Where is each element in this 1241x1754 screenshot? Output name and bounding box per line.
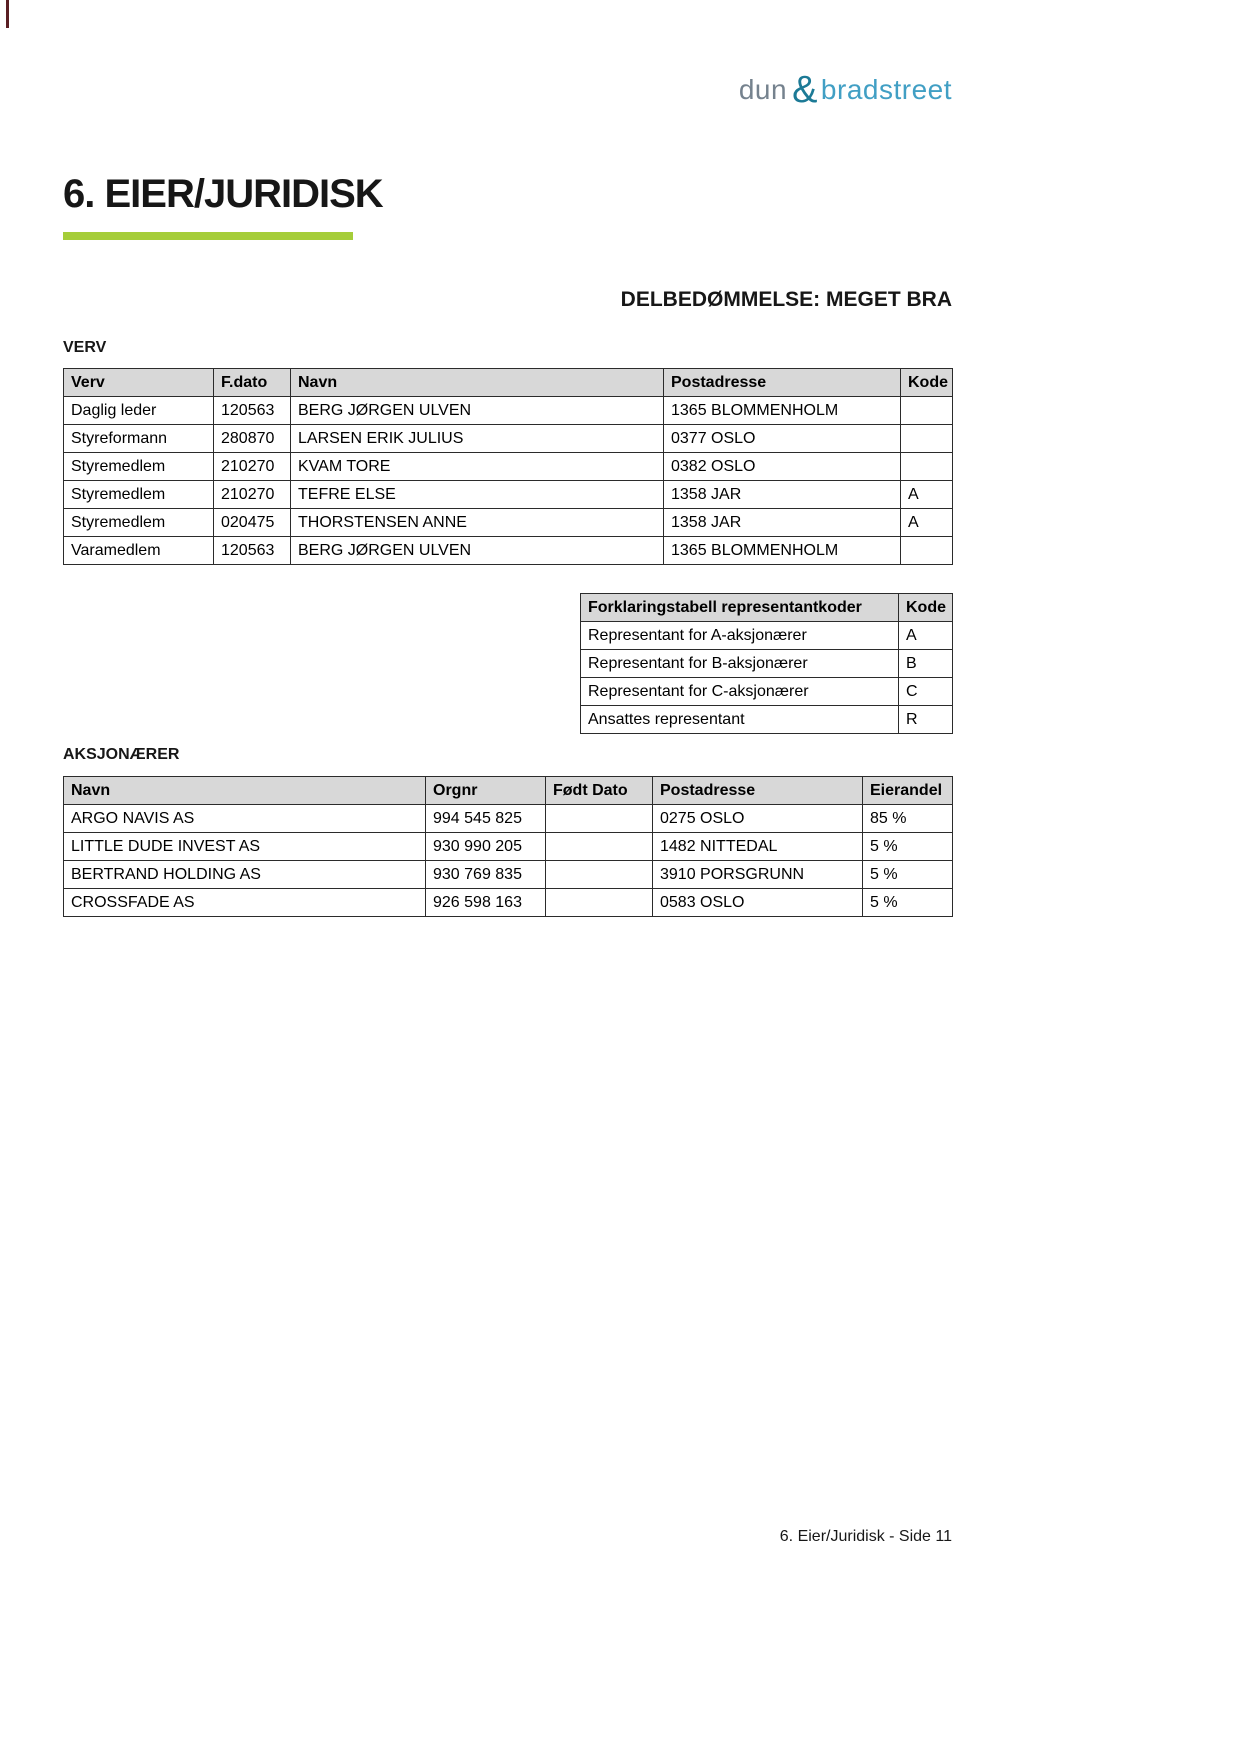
column-header: Forklaringstabell representantkoder <box>581 594 899 622</box>
table-cell: Representant for A-aksjonærer <box>581 622 899 650</box>
table-cell: Ansattes representant <box>581 706 899 734</box>
table-cell: BERG JØRGEN ULVEN <box>291 537 664 565</box>
page-content <box>63 0 952 1754</box>
column-header: Født Dato <box>546 777 653 805</box>
column-header: Verv <box>64 369 214 397</box>
column-header: Navn <box>64 777 426 805</box>
representative-codes-table <box>580 593 953 734</box>
table-cell <box>546 889 653 917</box>
table-cell <box>901 453 953 481</box>
table-cell <box>546 833 653 861</box>
table-cell: 994 545 825 <box>426 805 546 833</box>
table-cell: 0382 OSLO <box>664 453 901 481</box>
title-underline <box>63 232 353 240</box>
table-row <box>64 509 953 537</box>
table-cell: Daglig leder <box>64 397 214 425</box>
dun-bradstreet-logo <box>739 66 952 109</box>
table-cell: 120563 <box>214 397 291 425</box>
table-row <box>64 861 953 889</box>
table-cell: Varamedlem <box>64 537 214 565</box>
table-cell: ARGO NAVIS AS <box>64 805 426 833</box>
table-cell: 3910 PORSGRUNN <box>653 861 863 889</box>
table-row <box>64 425 953 453</box>
column-header: Orgnr <box>426 777 546 805</box>
table-cell <box>546 805 653 833</box>
table-row <box>581 650 953 678</box>
column-header: Navn <box>291 369 664 397</box>
table-cell: 1358 JAR <box>664 481 901 509</box>
table-row <box>64 537 953 565</box>
column-header: Eierandel <box>863 777 953 805</box>
table-cell: 210270 <box>214 453 291 481</box>
verv-table <box>63 368 953 565</box>
table-cell: 280870 <box>214 425 291 453</box>
table-cell <box>901 537 953 565</box>
table-cell: 1365 BLOMMENHOLM <box>664 537 901 565</box>
table-cell: A <box>901 481 953 509</box>
table-cell: A <box>901 509 953 537</box>
column-header: Postadresse <box>653 777 863 805</box>
page-footer: 6. Eier/Juridisk - Side 11 <box>779 1528 952 1545</box>
assessment-heading: DELBEDØMMELSE: MEGET BRA <box>620 288 952 311</box>
table-cell: Styremedlem <box>64 481 214 509</box>
table-cell: BERTRAND HOLDING AS <box>64 861 426 889</box>
table-cell: LARSEN ERIK JULIUS <box>291 425 664 453</box>
verv-section-heading: VERV <box>63 339 107 356</box>
table-cell: 1358 JAR <box>664 509 901 537</box>
table-cell: B <box>899 650 953 678</box>
table-cell: 120563 <box>214 537 291 565</box>
table-cell: 930 769 835 <box>426 861 546 889</box>
table-cell: 0275 OSLO <box>653 805 863 833</box>
ampersand-icon: & <box>792 69 818 111</box>
table-cell <box>901 397 953 425</box>
table-row <box>581 622 953 650</box>
table-cell: 210270 <box>214 481 291 509</box>
table-cell: CROSSFADE AS <box>64 889 426 917</box>
table-header-row <box>581 594 953 622</box>
table-cell: 0377 OSLO <box>664 425 901 453</box>
logo-text-bradstreet: bradstreet <box>820 74 952 105</box>
table-cell: Representant for C-aksjonærer <box>581 678 899 706</box>
table-cell: 5 % <box>863 833 953 861</box>
table-cell: Representant for B-aksjonærer <box>581 650 899 678</box>
column-header: Kode <box>899 594 953 622</box>
table-row <box>64 889 953 917</box>
table-cell <box>546 861 653 889</box>
table-cell: 5 % <box>863 861 953 889</box>
shareholders-table <box>63 776 953 917</box>
table-cell: 930 990 205 <box>426 833 546 861</box>
table-row <box>64 453 953 481</box>
table-cell: LITTLE DUDE INVEST AS <box>64 833 426 861</box>
table-cell: THORSTENSEN ANNE <box>291 509 664 537</box>
page-edge-mark <box>6 0 9 28</box>
table-row <box>581 678 953 706</box>
table-cell: 5 % <box>863 889 953 917</box>
table-cell: 020475 <box>214 509 291 537</box>
table-cell: 0583 OSLO <box>653 889 863 917</box>
table-cell: Styreformann <box>64 425 214 453</box>
table-cell: 926 598 163 <box>426 889 546 917</box>
table-row <box>64 481 953 509</box>
logo-text-dun: dun <box>738 74 788 105</box>
table-row <box>64 397 953 425</box>
table-cell: 85 % <box>863 805 953 833</box>
column-header: Postadresse <box>664 369 901 397</box>
table-cell: BERG JØRGEN ULVEN <box>291 397 664 425</box>
table-row <box>64 805 953 833</box>
table-cell <box>901 425 953 453</box>
table-header-row <box>64 777 953 805</box>
table-cell: A <box>899 622 953 650</box>
table-cell: TEFRE ELSE <box>291 481 664 509</box>
table-header-row <box>64 369 953 397</box>
table-cell: Styremedlem <box>64 509 214 537</box>
column-header: F.dato <box>214 369 291 397</box>
table-row <box>581 706 953 734</box>
table-row <box>64 833 953 861</box>
aksjonaerer-section-heading: AKSJONÆRER <box>63 746 180 763</box>
table-cell: 1365 BLOMMENHOLM <box>664 397 901 425</box>
table-cell: R <box>899 706 953 734</box>
column-header: Kode <box>901 369 953 397</box>
table-cell: 1482 NITTEDAL <box>653 833 863 861</box>
table-cell: C <box>899 678 953 706</box>
page-title: 6. EIER/JURIDISK <box>63 172 383 216</box>
table-cell: Styremedlem <box>64 453 214 481</box>
table-cell: KVAM TORE <box>291 453 664 481</box>
